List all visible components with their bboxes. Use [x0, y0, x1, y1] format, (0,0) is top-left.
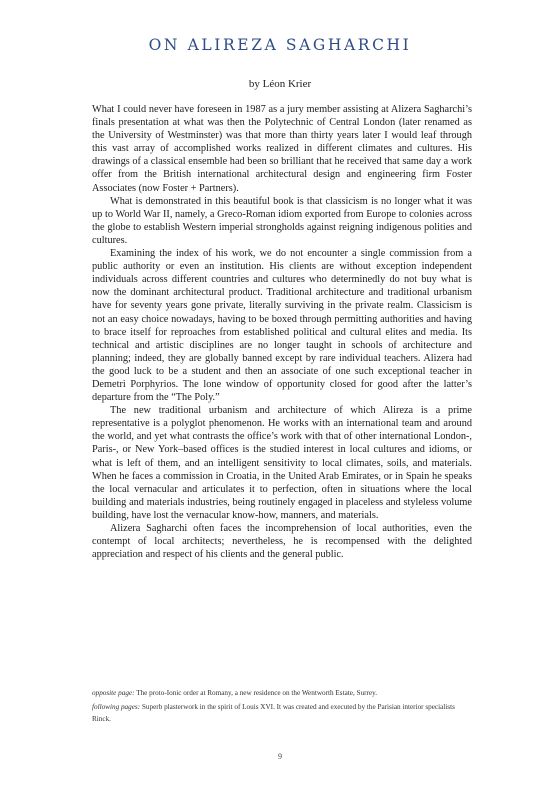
caption-text: The proto-Ionic order at Romany, a new residence on the Wentworth Estate, Surrey. — [134, 689, 378, 697]
article-byline: by Léon Krier — [248, 78, 312, 90]
caption-label: opposite page: — [92, 689, 135, 697]
paragraph: What I could never have foreseen in 1987 as a jury member assisting at Alizera Sagharchi’s finals presentation at what was then the Polytechnic of Central London (later renamed as the University of Westminster) was that more than thirty years later I would leaf through this vast array of accomplished works realized in different climates and cultures. His drawings of a classical ensemble had been so brilliant that he received that same day a work offer from the British international architectural design and engineering firm Foster Associates (now Foster + Partners). — [92, 104, 472, 194]
article-title: ON ALIREZA SAGHARCHI — [148, 36, 412, 54]
caption-label: following pages: — [92, 703, 141, 711]
page-number: 9 — [278, 752, 282, 761]
paragraph: Examining the index of his work, we do not encounter a single commission from a public authority or even an institution. His clients are without exception independent individuals across different countries and cultures who determinedly do not buy what is now the dominant architectural product. Traditional architecture and traditional urbanism have for seventy years gone private, literally surviving in the private realm. Classicism is not an easy choice nowadays, having to be boxed through permitting authorities and having to brace itself for reproaches from established political and cultural elites and media. Its technical and artistic disciplines are no longer taught in schools of architecture and planning; indeed, they are globally banned except by rare individual teachers. Alizera had the good luck to be a student and then an associate of one such exceptional teacher in Demetri Porphyrios. The lone window of opportunity closed for good after the latter’s departure from the “The Poly.” — [92, 248, 472, 404]
article-body — [92, 103, 472, 561]
paragraph: The new traditional urbanism and architecture of which Alireza is a prime representative is a polyglot phenomenon. He works with an international team and around the world, and yet what contrasts the office’s work with that of other international London-, Paris-, or New York–based offices is the studied interest in local cultures and idioms, or what is left of them, and an intelligent sensitivity to local climates, soils, and materials. When he faces a commission in Croatia, in the United Arab Emirates, or in Spain he speaks the local vernacular and articulates it to perfection, often in situations where the local building and materials industries, being routinely engaged in placeless and styleless volume building, have lost the vernacular know-how, manners, and materials. — [92, 405, 472, 521]
paragraph: What is demonstrated in this beautiful book is that classicism is no longer what it was up to World War II, namely, a Greco-Roman idiom exported from Europe to colonies across the globe to establish Western imperial strongholds against reigning indigenous polities and cultures. — [92, 195, 472, 246]
figure-captions — [92, 687, 472, 725]
paragraph: Alizera Sagharchi often faces the incomprehension of local authorities, even the contempt of local architects; nevertheless, he is recompensed with the delighted appreciation and respect of his clients and the general public. — [92, 523, 472, 561]
caption-opposite-page — [92, 687, 472, 699]
caption-text: Superb plasterwork in the spirit of Louis XVI. It was created and executed by the Parisian interior specialists Rinck. — [92, 703, 455, 723]
caption-following-pages — [92, 701, 472, 725]
